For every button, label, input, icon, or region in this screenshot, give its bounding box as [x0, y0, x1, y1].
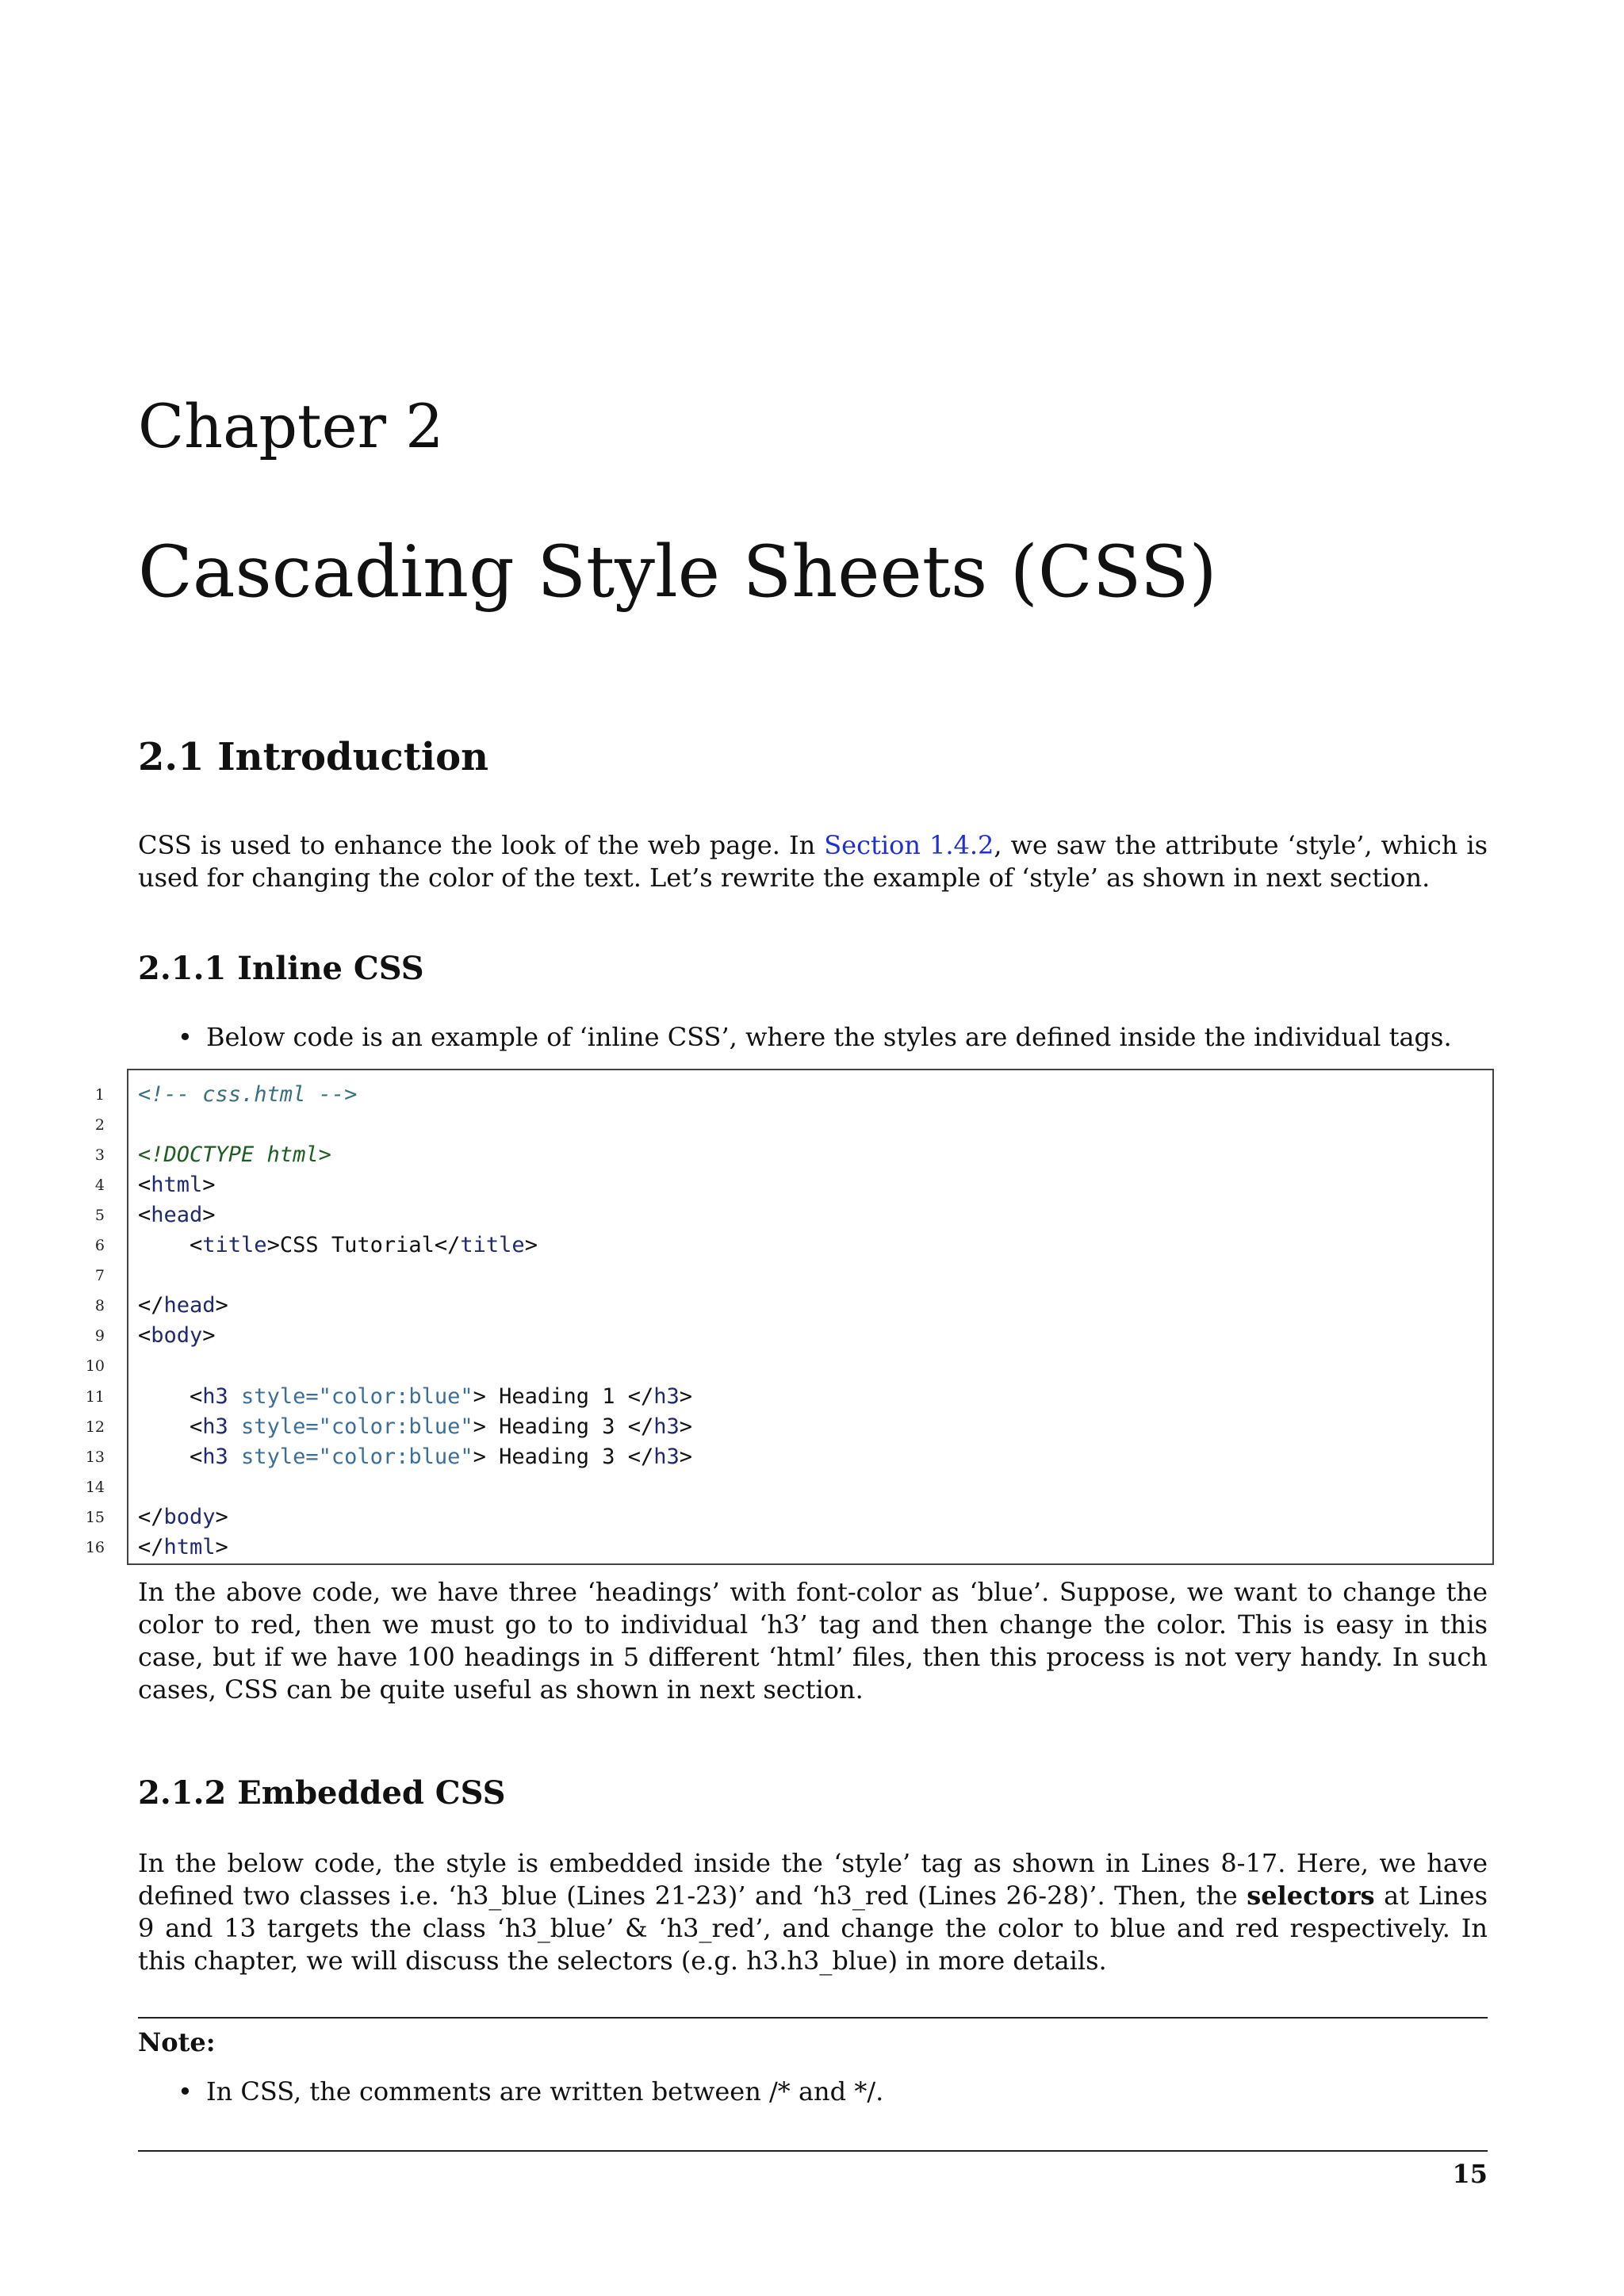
code-line [138, 1502, 1486, 1533]
code-line [138, 1533, 1486, 1563]
code-token: < [138, 1203, 151, 1227]
code-token: h3 [202, 1445, 228, 1469]
code-line-number: 3 [94, 1146, 105, 1164]
code-token: > [215, 1293, 228, 1318]
code-token: > [679, 1445, 693, 1469]
code-token: h3 [202, 1414, 228, 1439]
code-line [138, 1261, 1486, 1291]
code-token: > Heading 1 </ [473, 1384, 654, 1409]
code-token: </ [138, 1535, 164, 1559]
bullet-dot: • [178, 2076, 193, 2107]
code-token: head [163, 1293, 216, 1318]
note-top-rule [138, 2017, 1488, 2019]
code-token: > [215, 1535, 228, 1559]
code-token: style="color:blue" [228, 1414, 473, 1439]
code-line-number: 12 [85, 1418, 105, 1436]
code-token: h3 [653, 1445, 680, 1469]
code-token: style="color:blue" [228, 1384, 473, 1409]
note-bullet-text: In CSS, the comments are written between /* and */. [206, 2076, 884, 2107]
code-token: < [138, 1414, 203, 1439]
code-token: < [138, 1445, 203, 1469]
note-bullet-item [178, 2076, 1486, 2108]
code-token: < [138, 1323, 151, 1348]
code-line-number: 10 [85, 1357, 105, 1375]
selectors-term: selectors [1247, 1881, 1375, 1911]
code-token: head [151, 1203, 203, 1227]
code-token: > [202, 1173, 216, 1197]
code-token: >CSS Tutorial</ [266, 1233, 461, 1257]
subsection-heading-inline-css: 2.1.1 Inline CSS [138, 950, 424, 987]
code-line [138, 1170, 1486, 1200]
code-token: h3 [653, 1414, 680, 1439]
chapter-title: Cascading Style Sheets (CSS) [138, 530, 1217, 614]
code-token: > [679, 1414, 693, 1439]
code-token: < [138, 1233, 203, 1257]
code-token: > [202, 1203, 216, 1227]
code-token: h3 [202, 1384, 228, 1409]
code-line-number: 13 [85, 1448, 105, 1466]
page-number: 15 [1452, 2159, 1488, 2189]
bullet-text: Below code is an example of ‘inline CSS’, where the styles are defined inside the individual tags. [206, 1022, 1452, 1052]
code-token: > [202, 1323, 216, 1348]
code-token: > [215, 1505, 228, 1529]
code-line-number: 4 [94, 1177, 105, 1194]
code-line-number: 6 [94, 1237, 105, 1254]
code-line [138, 1200, 1486, 1230]
code-line [138, 1351, 1486, 1381]
paragraph-after-code: In the above code, we have three ‘headings’ with font-color as ‘blue’. Suppose, we want to change the color to red, then we must go to to individual ‘h3’ tag and then change the color. This is easy in this case, but if we have 100 headings in 5 different ‘html’ files, then this process is not very handy. In such cases, CSS can be quite useful as shown in next section. [138, 1577, 1488, 1705]
code-token: > [524, 1233, 538, 1257]
note-label: Note: [138, 2027, 216, 2057]
code-token: body [151, 1323, 203, 1348]
code-token: < [138, 1384, 203, 1409]
bullet-dot: • [178, 1022, 193, 1052]
intro-text-start: CSS is used to enhance the look of the web page. In [138, 830, 825, 860]
code-line-number: 5 [94, 1207, 105, 1224]
code-line [138, 1382, 1486, 1412]
code-line-number: 1 [94, 1086, 105, 1104]
code-token: > Heading 3 </ [473, 1414, 654, 1439]
code-line [138, 1442, 1486, 1472]
intro-text-end: , we saw the attribute ‘style’, which is used for changing the color of the text. Let’s rewrite the example of ‘style’ as shown in next section. [138, 830, 1488, 893]
code-token: body [163, 1505, 216, 1529]
code-line [138, 1472, 1486, 1502]
section-link[interactable]: Section 1.4.2 [824, 830, 994, 860]
code-line-number: 11 [85, 1388, 105, 1406]
code-token: <!DOCTYPE html> [138, 1142, 331, 1167]
code-token: html [151, 1173, 203, 1197]
chapter-label: Chapter 2 [138, 391, 444, 461]
code-token: > Heading 3 </ [473, 1445, 654, 1469]
intro-paragraph [138, 829, 1488, 894]
code-line [138, 1080, 1486, 1110]
code-token: title [202, 1233, 267, 1257]
bullet-item [178, 1021, 1486, 1054]
code-line-number: 2 [94, 1116, 105, 1134]
code-line-number: 14 [85, 1479, 105, 1496]
code-token: <!-- css.html --> [138, 1082, 358, 1107]
code-line [138, 1291, 1486, 1321]
code-line [138, 1230, 1486, 1261]
code-token: </ [138, 1293, 164, 1318]
code-line-number: 8 [94, 1297, 105, 1314]
code-token: </ [138, 1505, 164, 1529]
embedded-text-start: In the below code, the style is embedded inside the ‘style’ tag as shown in Lines 8-17. Here, we have defined two classes i.e. ‘h3_blue (Lines 21-23)’ and ‘h3_red (Lines 26-28)’. Then, the [138, 1848, 1488, 1911]
embedded-text-end: at Lines 9 and 13 targets the class ‘h3_blue’ & ‘h3_red’, and change the color to blue and red respectively. In this chapter, we will discuss the selectors (e.g. h3.h3_blue) in more details. [138, 1881, 1488, 1976]
code-token: style="color:blue" [228, 1445, 473, 1469]
code-line [138, 1110, 1486, 1140]
code-line-number: 16 [85, 1539, 105, 1556]
code-token: html [163, 1535, 216, 1559]
code-token: > [679, 1384, 693, 1409]
section-heading-introduction: 2.1 Introduction [138, 735, 489, 779]
code-line-number: 15 [85, 1509, 105, 1526]
code-token: < [138, 1173, 151, 1197]
note-bottom-rule [138, 2150, 1488, 2152]
code-line-number: 9 [94, 1327, 105, 1345]
embedded-css-paragraph [138, 1847, 1488, 1977]
code-token: h3 [653, 1384, 680, 1409]
code-token: title [460, 1233, 525, 1257]
code-line [138, 1321, 1486, 1351]
subsection-heading-embedded-css: 2.1.2 Embedded CSS [138, 1774, 506, 1812]
code-line-number: 7 [94, 1267, 105, 1284]
code-line [138, 1412, 1486, 1442]
code-line [138, 1140, 1486, 1170]
